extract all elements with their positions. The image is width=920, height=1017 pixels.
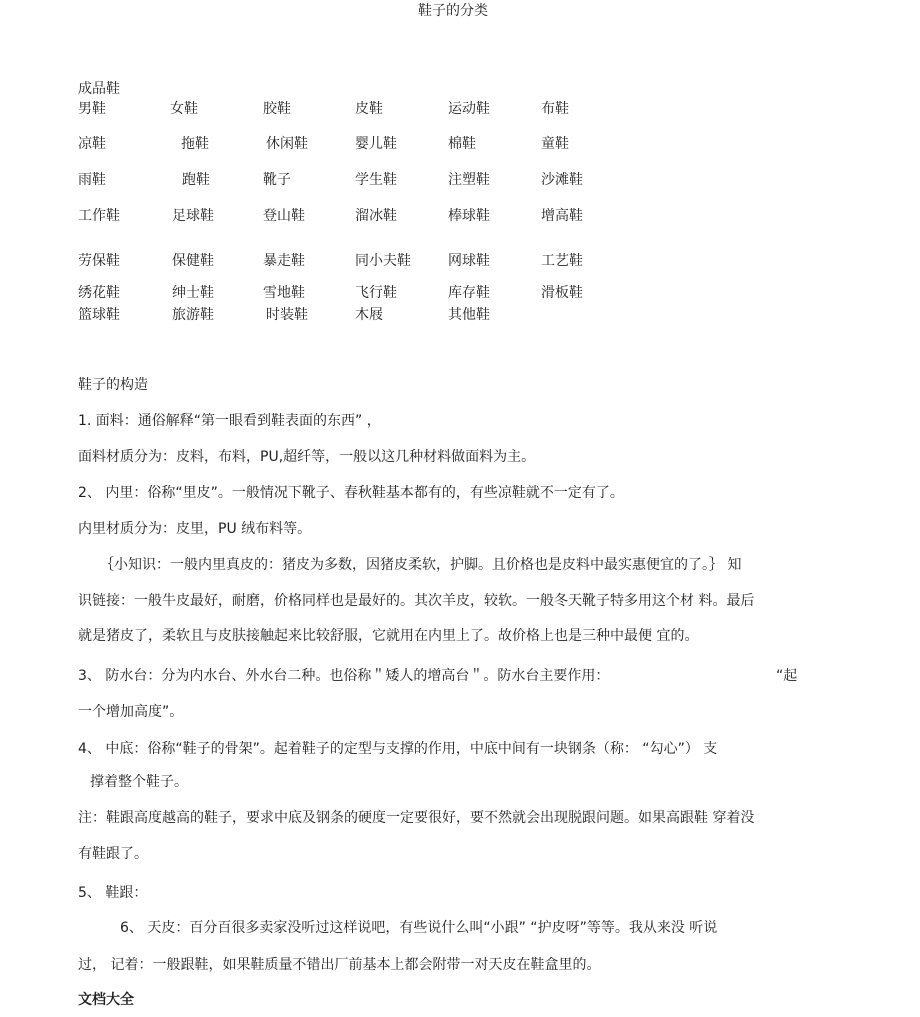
- paragraph-line: 撑着整个鞋子。: [90, 774, 188, 790]
- paragraph-line: 注：鞋跟高度越高的鞋子，要求中底及钢条的硬度一定要很好，要不然就会出现脱跟问题。如果高跟鞋 穿着没: [78, 810, 755, 826]
- paragraph-line: 3、 防水台：分为内水台、外水台二种。也俗称＂矮人的增高台＂。防水台主要作用：: [78, 668, 610, 684]
- shoe-type-item: 溜冰鞋: [355, 208, 397, 224]
- shoe-type-item: 工艺鞋: [541, 253, 583, 269]
- shoe-type-item: 注塑鞋: [448, 172, 490, 188]
- shoe-type-item: 绣花鞋: [78, 285, 120, 301]
- shoe-type-item: 布鞋: [541, 101, 569, 117]
- paragraph-line: 6、 天皮：百分百很多卖家没听过这样说吧，有些说什么叫“小跟” “护皮呀”等等。我从来没 听说: [120, 920, 718, 936]
- shoe-type-item: 胶鞋: [263, 101, 291, 117]
- shoe-type-item: 靴子: [263, 172, 291, 188]
- shoe-type-item: 雪地鞋: [263, 285, 305, 301]
- paragraph-line: 过， 记着：一般跟鞋，如果鞋质量不错出厂前基本上都会附带一对天皮在鞋盒里的。: [78, 957, 601, 973]
- shoe-type-item: 运动鞋: [448, 101, 490, 117]
- shoe-type-item: 飞行鞋: [355, 285, 397, 301]
- shoe-type-item: 拖鞋: [181, 136, 209, 152]
- paragraph-line: 5、 鞋跟：: [78, 885, 148, 901]
- shoe-type-item: 皮鞋: [355, 101, 383, 117]
- shoe-type-item: 童鞋: [541, 136, 569, 152]
- shoe-type-item: 登山鞋: [263, 208, 305, 224]
- shoe-type-item: 沙滩鞋: [541, 172, 583, 188]
- shoe-type-item: 网球鞋: [448, 253, 490, 269]
- shoe-type-item: 同小夫鞋: [355, 253, 411, 269]
- shoe-type-item: 时装鞋: [266, 307, 308, 323]
- structure-heading: 鞋子的构造: [78, 377, 148, 393]
- shoe-type-item: 增高鞋: [541, 208, 583, 224]
- shoe-type-item: 保健鞋: [172, 253, 214, 269]
- shoe-type-item: 暴走鞋: [263, 253, 305, 269]
- shoe-type-item: 女鞋: [170, 101, 198, 117]
- shoe-type-item: 凉鞋: [78, 136, 106, 152]
- shoe-type-item: 滑板鞋: [541, 285, 583, 301]
- shoe-type-item: 婴儿鞋: [355, 136, 397, 152]
- shoe-type-item: 足球鞋: [172, 208, 214, 224]
- shoe-type-item: 篮球鞋: [78, 307, 120, 323]
- shoe-type-item: 棉鞋: [448, 136, 476, 152]
- shoe-type-item: 休闲鞋: [266, 136, 308, 152]
- shoe-type-item: 旅游鞋: [172, 307, 214, 323]
- paragraph-line: 内里材质分为：皮里，PU 绒布料等。: [78, 521, 312, 537]
- paragraph-line: “起: [776, 668, 798, 684]
- shoe-type-item: 木屐: [355, 307, 383, 323]
- paragraph-line: 一个增加高度”。: [78, 704, 184, 720]
- paragraph-line: 1. 面料：通俗解释“第一眼看到鞋表面的东西” ，: [78, 413, 381, 429]
- shoe-type-item: 跑鞋: [182, 172, 210, 188]
- shoe-type-item: 工作鞋: [78, 208, 120, 224]
- shoe-type-item: 雨鞋: [78, 172, 106, 188]
- footer-label: 文档大全: [78, 992, 134, 1008]
- document-title: 鞋子的分类: [418, 3, 488, 19]
- shoe-type-item: 棒球鞋: [448, 208, 490, 224]
- shoe-type-item: 学生鞋: [355, 172, 397, 188]
- paragraph-line: 有鞋跟了。: [78, 846, 148, 862]
- shoe-type-item: 劳保鞋: [78, 253, 120, 269]
- paragraph-line: 识链接：一般牛皮最好，耐磨，价格同样也是最好的。其次羊皮，较软。一般冬天靴子特多用这个材 料。最后: [78, 593, 755, 609]
- paragraph-line: 4、 中底：俗称“鞋子的骨架”。起着鞋子的定型与支撑的作用，中底中间有一块钢条（称： “勾心”） 支: [78, 741, 718, 757]
- finished-shoes-heading: 成品鞋: [78, 81, 120, 97]
- shoe-type-item: 绅士鞋: [172, 285, 214, 301]
- paragraph-line: ｛小知识：一般内里真皮的：猪皮为多数，因猪皮柔软，护脚。且价格也是皮料中最实惠便宜的了。｝ 知: [100, 557, 742, 573]
- paragraph-line: 就是猪皮了，柔软且与皮肤接触起来比较舒服，它就用在内里上了。故价格上也是三种中最便 宜的。: [78, 628, 699, 644]
- paragraph-line: 2、 内里：俗称“里皮”。一般情况下靴子、春秋鞋基本都有的，有些凉鞋就不一定有了。: [78, 485, 624, 501]
- shoe-type-item: 男鞋: [78, 101, 106, 117]
- shoe-type-item: 其他鞋: [448, 307, 490, 323]
- paragraph-line: 面料材质分为：皮料，布料，PU,超纤等，一般以这几种材料做面料为主。: [78, 449, 536, 465]
- shoe-type-item: 库存鞋: [448, 285, 490, 301]
